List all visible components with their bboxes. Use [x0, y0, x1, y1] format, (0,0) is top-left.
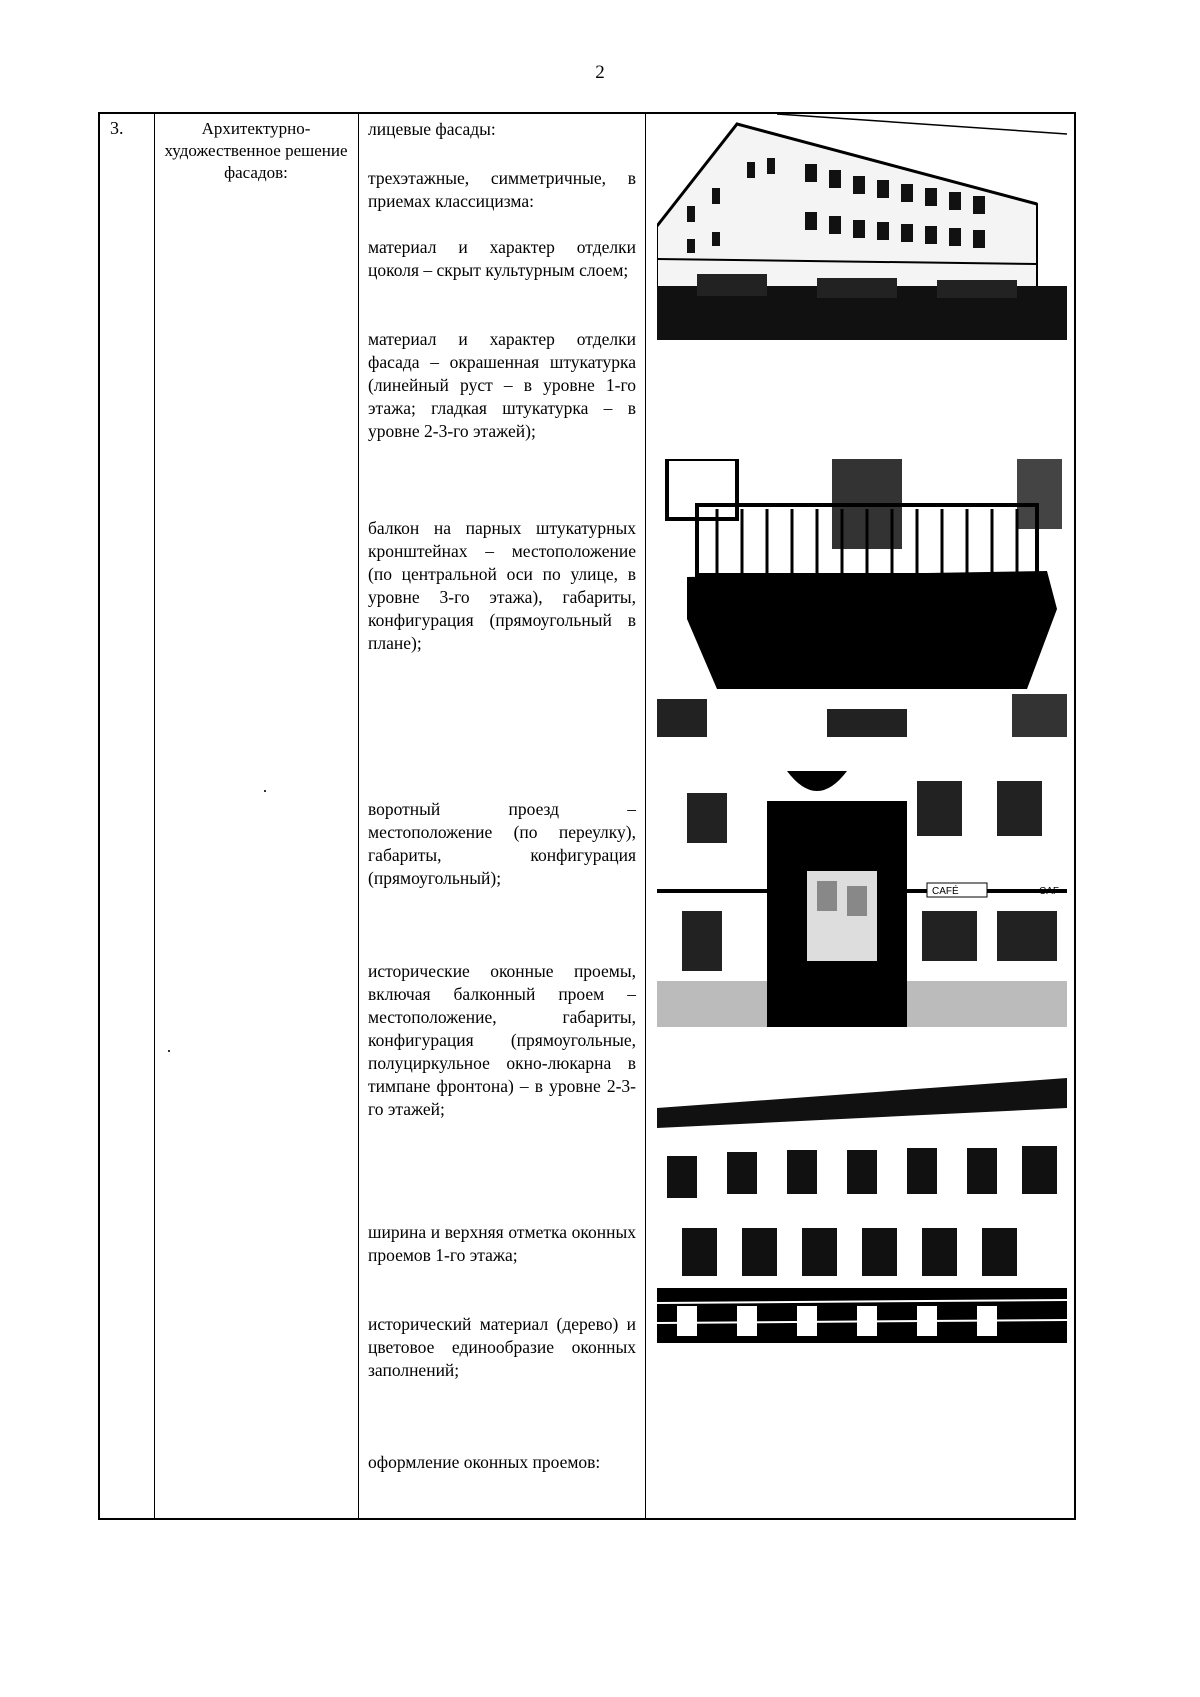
- cafe-sign-right: CAF: [1039, 886, 1059, 897]
- table: [98, 112, 1076, 1520]
- photo-facade-windows: [657, 1078, 1067, 1343]
- photo-building-corner: [657, 114, 1067, 340]
- cafe-sign-left: CAFÉ: [932, 886, 959, 897]
- item-ground-windows: ширина и верхняя отметка оконных проемов 1-го этажа;: [368, 1222, 636, 1265]
- column-divider: [154, 114, 155, 1518]
- page-number: 2: [595, 62, 605, 83]
- row-number: 3.: [110, 118, 124, 138]
- item-facade-finish: материал и характер отделки фасада – окрашенная штукатурка (линейный руст – в уровне 1-го этажа; гладкая штукатурка – в уровне 2-3-го этажей);: [368, 329, 636, 441]
- scan-speck: [168, 1050, 170, 1052]
- photo-balcony: [657, 459, 1067, 737]
- item-plinth: материал и характер отделки цоколя – скрыт культурным слоем;: [368, 237, 636, 280]
- photo-gateway: [657, 771, 1067, 1027]
- column-divider: [645, 114, 646, 1518]
- item-window-fillings: исторический материал (дерево) и цветовое единообразие оконных заполнений;: [368, 1314, 636, 1380]
- item-window-decoration: оформление оконных проемов:: [368, 1452, 601, 1472]
- item-window-openings: исторические оконные проемы, включая балконный проем – местоположение, габариты, конфигурация (прямоугольные, полуциркульное окно-люкарна в тимпане фронтона) – в уровне 2-3-го этажей;: [368, 961, 636, 1119]
- column-divider: [358, 114, 359, 1518]
- item-gateway: воротный проезд – местоположение (по переулку), габариты, конфигурация (прямоугольный);: [368, 799, 636, 888]
- item-facades: лицевые фасады:: [368, 119, 496, 139]
- item-balcony: балкон на парных штукатурных кронштейнах – местоположение (по центральной оси по улице, в уровне 3-го этажа), габариты, конфигурация (прямоугольный в плане);: [368, 518, 636, 653]
- item-three-storey: трехэтажные, симметричные, в приемах классицизма:: [368, 168, 636, 211]
- section-name: Архитектурно-художественное решение фасадов:: [164, 119, 348, 182]
- scan-speck: [264, 790, 266, 792]
